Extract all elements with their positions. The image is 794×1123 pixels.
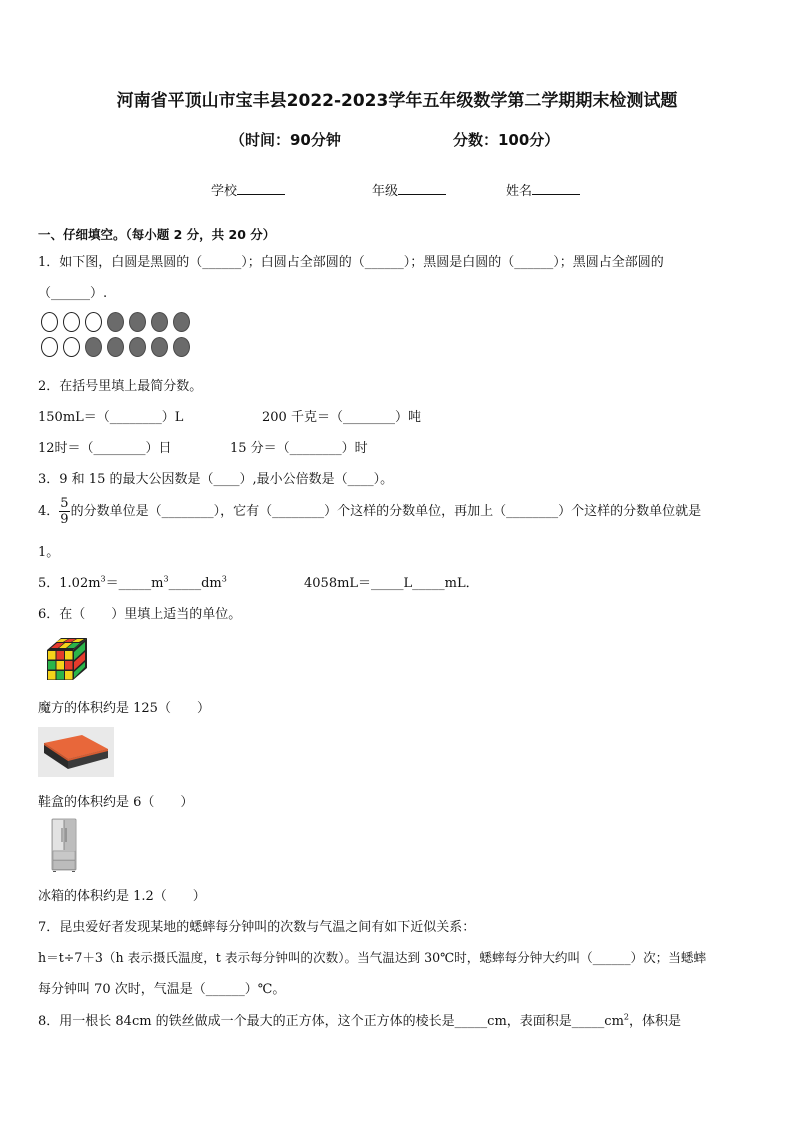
school-label: 学校 (211, 184, 238, 199)
school-blank (237, 182, 285, 195)
page-title: 河南省平顶山市宝丰县2022-2023学年五年级数学第二学期期末检测试题 (116, 91, 678, 111)
fraction-5-9 (59, 496, 69, 527)
black-circle (107, 312, 124, 332)
rubiks-cube-icon (43, 636, 93, 682)
name-label: 姓名 (506, 184, 533, 199)
black-circle (129, 337, 146, 357)
question-2d: 15 分＝（________）时 (230, 441, 368, 456)
question-7-line-3: 每分钟叫 70 次时，气温是（______）℃。 (38, 982, 286, 997)
white-circle (63, 312, 80, 332)
q5a-part-2: ＝_____m (105, 576, 164, 591)
question-6b: 鞋盒的体积约是 6（ ） (38, 795, 194, 810)
fraction-denominator: 9 (60, 512, 69, 527)
black-circle (151, 337, 168, 357)
white-circle (85, 312, 102, 332)
question-3: 3．9 和 15 的最大公因数是（____）,最小公倍数是（____）。 (38, 472, 394, 487)
q5a-part-1: 5．1.02m (38, 576, 101, 591)
q5a-sup-2: 3 (163, 574, 169, 584)
question-5a (38, 572, 227, 591)
exam-time: （时间：90分钟 (230, 131, 341, 149)
question-1-line-1: 1．如下图，白圆是黑圆的（______）；白圆占全部圆的（______）；黑圆是白圆的（______）；黑圆占全部圆的 (38, 255, 664, 270)
shoebox-icon (38, 727, 114, 777)
grade-field (372, 180, 446, 199)
question-6: 6．在（ ）里填上适当的单位。 (38, 607, 242, 622)
grade-blank (398, 182, 446, 195)
q8-sup: 2 (623, 1012, 629, 1022)
question-7-line-2: h＝t÷7＋3（h 表示摄氏温度，t 表示每分钟叫的次数）。当气温达到 30℃时，蟋蟀每分钟大约叫（______）次；当蟋蟀 (38, 950, 707, 965)
name-blank (532, 182, 580, 195)
exam-score: 分数：100分） (453, 131, 560, 149)
question-2a: 150mL＝（________）L (38, 410, 184, 425)
black-circle (129, 312, 146, 332)
q8-part-2: ，体积是 (629, 1014, 682, 1029)
q5a-sup-1: 3 (100, 574, 106, 584)
black-circle (173, 312, 190, 332)
question-2b: 200 千克＝（________）吨 (262, 410, 421, 425)
white-circle (41, 312, 58, 332)
q5a-sup-3: 3 (221, 574, 227, 584)
question-4-line-2: 1。 (38, 545, 60, 560)
question-7-line-1: 7．昆虫爱好者发现某地的蟋蟀每分钟叫的次数与气温之间有如下近似关系： (38, 920, 476, 935)
fraction-numerator: 5 (60, 496, 69, 511)
question-1-line-2: （______）. (38, 286, 108, 301)
question-4-prefix: 4． (38, 504, 60, 519)
q8-part-1: 8．用一根长 84cm 的铁丝做成一个最大的正方体，这个正方体的棱长是_____cm，表面积是_____cm (38, 1014, 624, 1029)
question-5b: 4058mL＝_____L_____mL． (304, 576, 479, 591)
white-circle (41, 337, 58, 357)
question-2c: 12时＝（________）日 (38, 441, 172, 456)
black-circle (151, 312, 168, 332)
question-4-text: 的分数单位是（________），它有（________）个这样的分数单位，再加上（________）个这样的分数单位就是 (70, 504, 702, 519)
question-6c: 冰箱的体积约是 1.2（ ） (38, 889, 206, 904)
black-circle (85, 337, 102, 357)
question-2: 2．在括号里填上最简分数。 (38, 379, 203, 394)
white-circle (63, 337, 80, 357)
name-field (506, 180, 580, 199)
school-field (211, 180, 285, 199)
black-circle (107, 337, 124, 357)
question-6a: 魔方的体积约是 125（ ） (38, 701, 210, 716)
refrigerator-icon (46, 818, 82, 872)
question-4 (38, 496, 701, 527)
section-heading: 一、仔细填空。（每小题 2 分，共 20 分） (38, 227, 276, 242)
black-circle (173, 337, 190, 357)
grade-label: 年级 (372, 184, 399, 199)
q5a-part-3: _____dm (168, 576, 222, 591)
question-8 (38, 1010, 681, 1029)
